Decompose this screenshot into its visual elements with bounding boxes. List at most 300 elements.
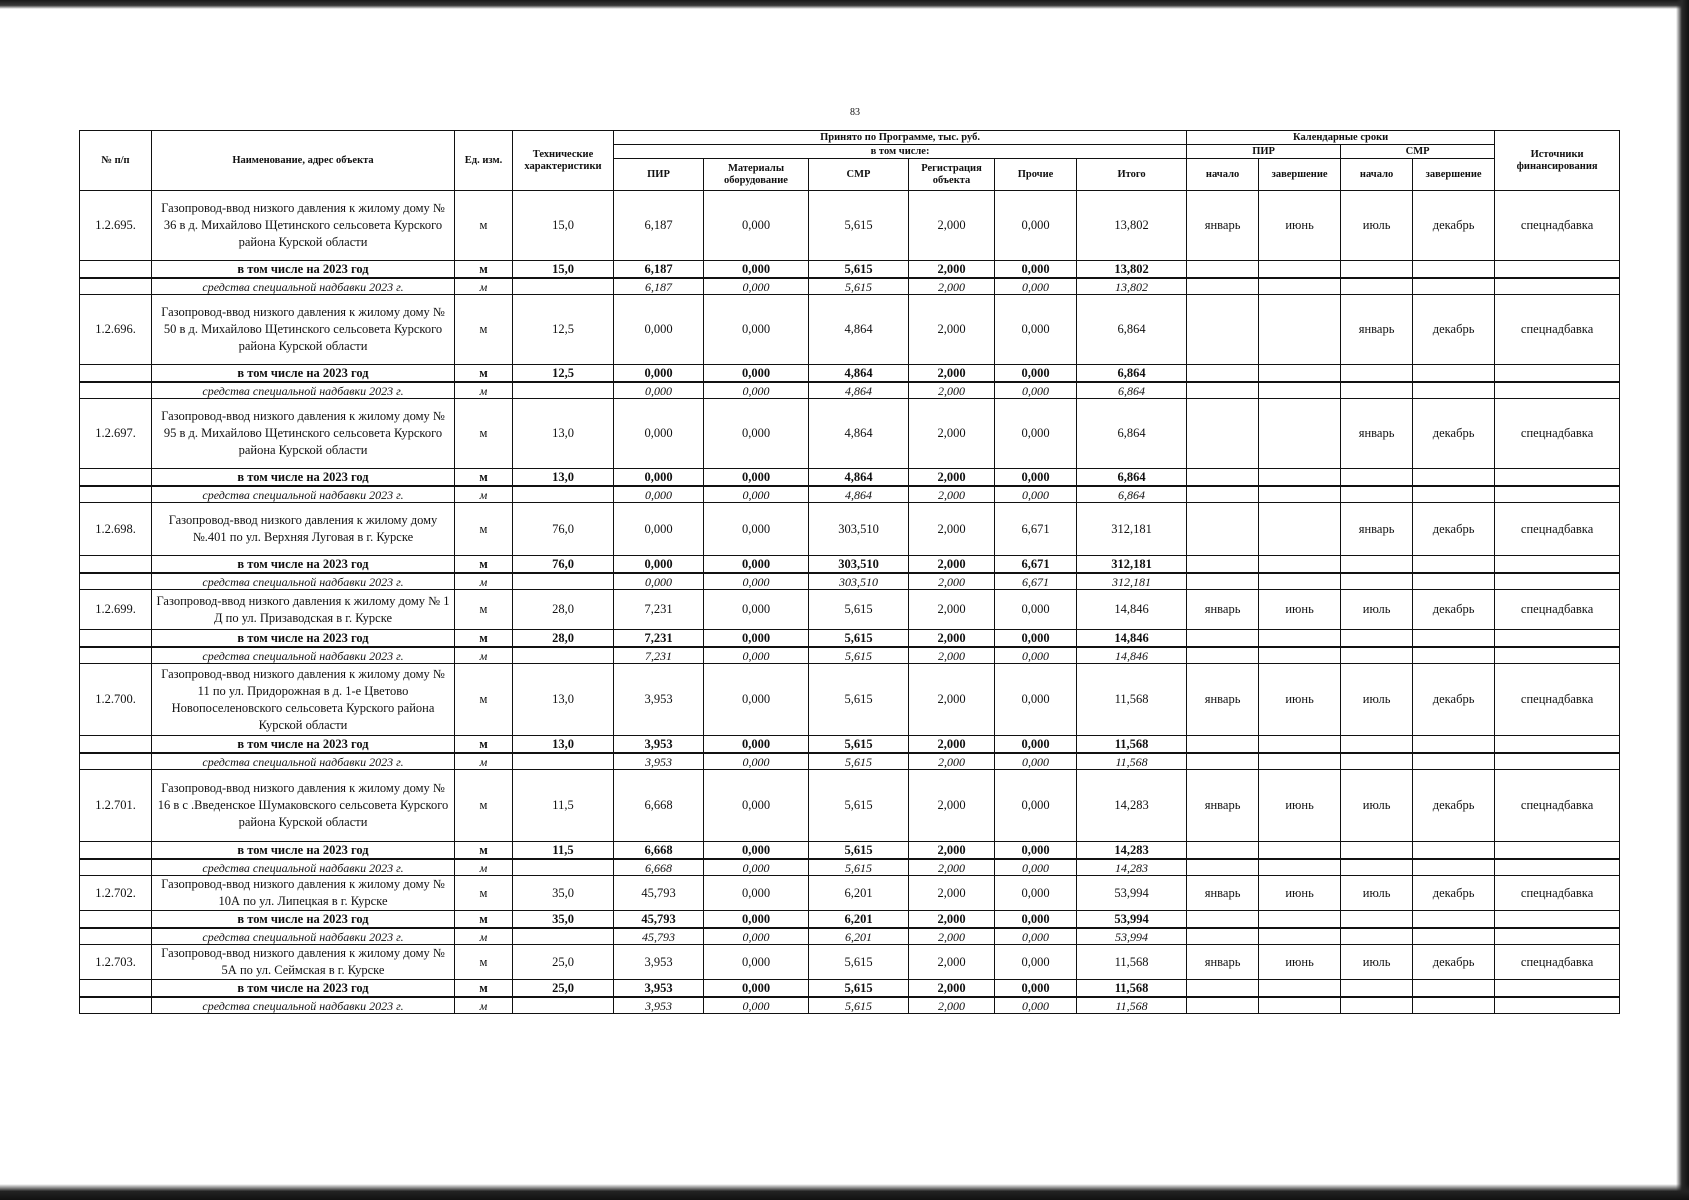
empty-cell [1259, 261, 1341, 279]
smr-start-cell: июль [1341, 876, 1413, 911]
other-cell: 6,671 [995, 573, 1077, 590]
other-cell: 0,000 [995, 647, 1077, 664]
empty-cell [1259, 469, 1341, 487]
empty-cell [1413, 911, 1495, 929]
tech-cell: 12,5 [513, 295, 614, 365]
tech-cell: 11,5 [513, 842, 614, 860]
table-row-year-subtotal [80, 630, 1620, 648]
empty-cell [1259, 556, 1341, 574]
subtotal-label: в том числе на 2023 год [152, 736, 455, 754]
pir-cell: 0,000 [614, 469, 704, 487]
header-cal-pir-group: ПИР [1187, 145, 1341, 159]
header-program-group: Принято по Программе, тыс. руб. [614, 131, 1187, 145]
table-row-special-funds [80, 573, 1620, 590]
materials-cell: 0,000 [704, 590, 809, 630]
smr-cell: 5,615 [809, 945, 909, 980]
empty-cell [1187, 573, 1259, 590]
smr-cell: 5,615 [809, 590, 909, 630]
materials-cell: 0,000 [704, 980, 809, 998]
tech-cell: 25,0 [513, 980, 614, 998]
header-other: Прочие [995, 159, 1077, 191]
pir-start-cell: январь [1187, 770, 1259, 842]
unit-cell: м [455, 842, 513, 860]
smr-cell: 5,615 [809, 859, 909, 876]
object-name: Газопровод-ввод низкого давления к жилому дому № 5А по ул. Сеймская в г. Курске [152, 945, 455, 980]
empty-cell [80, 630, 152, 648]
source-cell: спецнадбавка [1495, 295, 1620, 365]
pir-start-cell: январь [1187, 590, 1259, 630]
empty-cell [1341, 382, 1413, 399]
header-smr-end: завершение [1413, 159, 1495, 191]
empty-cell [1495, 842, 1620, 860]
smr-cell: 5,615 [809, 753, 909, 770]
pir-cell: 3,953 [614, 753, 704, 770]
materials-cell: 0,000 [704, 997, 809, 1014]
row-number: 1.2.699. [80, 590, 152, 630]
reg-cell: 2,000 [909, 928, 995, 945]
empty-cell [1413, 469, 1495, 487]
other-cell: 0,000 [995, 997, 1077, 1014]
total-cell: 13,802 [1077, 278, 1187, 295]
pir-end-cell: июнь [1259, 590, 1341, 630]
header-num: № п/п [80, 131, 152, 191]
materials-cell: 0,000 [704, 486, 809, 503]
pir-end-cell: июнь [1259, 664, 1341, 736]
materials-cell: 0,000 [704, 573, 809, 590]
row-number: 1.2.703. [80, 945, 152, 980]
empty-cell [1187, 647, 1259, 664]
total-cell: 312,181 [1077, 556, 1187, 574]
reg-cell: 2,000 [909, 486, 995, 503]
total-cell: 53,994 [1077, 876, 1187, 911]
table-row-year-subtotal [80, 980, 1620, 998]
empty-cell [1259, 980, 1341, 998]
header-pir-start: начало [1187, 159, 1259, 191]
total-cell: 6,864 [1077, 295, 1187, 365]
unit-cell: м [455, 573, 513, 590]
empty-cell [1495, 365, 1620, 383]
materials-cell: 0,000 [704, 736, 809, 754]
smr-cell: 5,615 [809, 770, 909, 842]
row-number: 1.2.700. [80, 664, 152, 736]
tech-cell: 35,0 [513, 876, 614, 911]
empty-cell [1259, 928, 1341, 945]
empty-cell [1259, 842, 1341, 860]
empty-cell [1259, 365, 1341, 383]
total-cell: 14,283 [1077, 859, 1187, 876]
reg-cell: 2,000 [909, 664, 995, 736]
reg-cell: 2,000 [909, 859, 995, 876]
subtotal-label: в том числе на 2023 год [152, 630, 455, 648]
empty-cell [1495, 859, 1620, 876]
other-cell: 0,000 [995, 191, 1077, 261]
materials-cell: 0,000 [704, 770, 809, 842]
empty-cell [513, 647, 614, 664]
pir-cell: 6,668 [614, 859, 704, 876]
other-cell: 0,000 [995, 469, 1077, 487]
materials-cell: 0,000 [704, 556, 809, 574]
subtotal-label: в том числе на 2023 год [152, 469, 455, 487]
other-cell: 0,000 [995, 382, 1077, 399]
reg-cell: 2,000 [909, 191, 995, 261]
empty-cell [1413, 278, 1495, 295]
empty-cell [1187, 486, 1259, 503]
empty-cell [1495, 278, 1620, 295]
smr-cell: 5,615 [809, 278, 909, 295]
total-cell: 6,864 [1077, 399, 1187, 469]
materials-cell: 0,000 [704, 647, 809, 664]
pir-cell: 0,000 [614, 486, 704, 503]
other-cell: 0,000 [995, 365, 1077, 383]
other-cell: 0,000 [995, 295, 1077, 365]
source-cell: спецнадбавка [1495, 191, 1620, 261]
source-cell: спецнадбавка [1495, 770, 1620, 842]
empty-cell [1259, 382, 1341, 399]
empty-cell [1341, 997, 1413, 1014]
smr-cell: 5,615 [809, 191, 909, 261]
pir-cell: 7,231 [614, 630, 704, 648]
header-materials: Материалы оборудование [704, 159, 809, 191]
pir-cell: 0,000 [614, 382, 704, 399]
table-row-special-funds [80, 486, 1620, 503]
empty-cell [1413, 556, 1495, 574]
header-smr-start: начало [1341, 159, 1413, 191]
row-number: 1.2.698. [80, 503, 152, 556]
tech-cell: 76,0 [513, 503, 614, 556]
empty-cell [1413, 647, 1495, 664]
empty-cell [1341, 842, 1413, 860]
smr-start-cell: июль [1341, 945, 1413, 980]
smr-start-cell: июль [1341, 590, 1413, 630]
empty-cell [1341, 365, 1413, 383]
table-row-year-subtotal [80, 736, 1620, 754]
pir-cell: 45,793 [614, 911, 704, 929]
table-row [80, 876, 1620, 911]
pir-cell: 6,187 [614, 191, 704, 261]
empty-cell [1413, 928, 1495, 945]
other-cell: 0,000 [995, 486, 1077, 503]
object-name: Газопровод-ввод низкого давления к жилому дому № 16 в с .Введенское Шумаковского сельсовета Курского района Курской области [152, 770, 455, 842]
tech-cell: 11,5 [513, 770, 614, 842]
smr-end-cell: декабрь [1413, 664, 1495, 736]
header-name: Наименование, адрес объекта [152, 131, 455, 191]
unit-cell: м [455, 630, 513, 648]
page-number: 83 [850, 107, 860, 118]
pir-end-cell: июнь [1259, 770, 1341, 842]
pir-cell: 0,000 [614, 573, 704, 590]
unit-cell: м [455, 382, 513, 399]
pir-end-cell: июнь [1259, 876, 1341, 911]
reg-cell: 2,000 [909, 647, 995, 664]
empty-cell [1495, 556, 1620, 574]
unit-cell: м [455, 191, 513, 261]
empty-cell [1187, 469, 1259, 487]
empty-cell [80, 573, 152, 590]
empty-cell [1187, 980, 1259, 998]
other-cell: 0,000 [995, 770, 1077, 842]
pir-start-cell: январь [1187, 945, 1259, 980]
tech-cell: 28,0 [513, 590, 614, 630]
header-registration: Регистрация объекта [909, 159, 995, 191]
reg-cell: 2,000 [909, 630, 995, 648]
empty-cell [1259, 278, 1341, 295]
tech-cell: 13,0 [513, 469, 614, 487]
other-cell: 0,000 [995, 911, 1077, 929]
table-row [80, 503, 1620, 556]
table-row-year-subtotal [80, 556, 1620, 574]
materials-cell: 0,000 [704, 382, 809, 399]
reg-cell: 2,000 [909, 295, 995, 365]
empty-cell [80, 278, 152, 295]
smr-cell: 4,864 [809, 295, 909, 365]
empty-cell [1187, 261, 1259, 279]
total-cell: 14,846 [1077, 630, 1187, 648]
tech-cell: 13,0 [513, 736, 614, 754]
source-cell: спецнадбавка [1495, 399, 1620, 469]
unit-cell: м [455, 590, 513, 630]
object-name: Газопровод-ввод низкого давления к жилому дому № 36 в д. Михайлово Щетинского сельсовета Курского района Курской области [152, 191, 455, 261]
empty-cell [1259, 911, 1341, 929]
reg-cell: 2,000 [909, 770, 995, 842]
other-cell: 0,000 [995, 928, 1077, 945]
header-tech: Технические характеристики [513, 131, 614, 191]
unit-cell: м [455, 736, 513, 754]
empty-cell [1187, 630, 1259, 648]
smr-cell: 303,510 [809, 573, 909, 590]
materials-cell: 0,000 [704, 945, 809, 980]
subtotal-label: в том числе на 2023 год [152, 556, 455, 574]
other-cell: 0,000 [995, 261, 1077, 279]
unit-cell: м [455, 469, 513, 487]
materials-cell: 0,000 [704, 876, 809, 911]
special-funds-label: средства специальной надбавки 2023 г. [152, 278, 455, 295]
unit-cell: м [455, 997, 513, 1014]
scan-edge-right [1676, 0, 1689, 1200]
tech-cell: 15,0 [513, 191, 614, 261]
empty-cell [1413, 261, 1495, 279]
unit-cell: м [455, 980, 513, 998]
empty-cell [513, 997, 614, 1014]
empty-cell [1341, 573, 1413, 590]
table-body [80, 191, 1620, 1014]
smr-end-cell: декабрь [1413, 399, 1495, 469]
reg-cell: 2,000 [909, 911, 995, 929]
pir-cell: 6,187 [614, 261, 704, 279]
tech-cell: 28,0 [513, 630, 614, 648]
source-cell: спецнадбавка [1495, 945, 1620, 980]
subtotal-label: в том числе на 2023 год [152, 261, 455, 279]
empty-cell [1187, 556, 1259, 574]
empty-cell [1187, 753, 1259, 770]
empty-cell [1495, 573, 1620, 590]
unit-cell: м [455, 753, 513, 770]
row-number: 1.2.695. [80, 191, 152, 261]
table-row-special-funds [80, 382, 1620, 399]
pir-cell: 0,000 [614, 295, 704, 365]
total-cell: 14,283 [1077, 770, 1187, 842]
table-row-special-funds [80, 753, 1620, 770]
empty-cell [1341, 556, 1413, 574]
empty-cell [80, 469, 152, 487]
empty-cell [1413, 382, 1495, 399]
empty-cell [80, 842, 152, 860]
header-unit: Ед. изм. [455, 131, 513, 191]
total-cell: 6,864 [1077, 365, 1187, 383]
smr-start-cell: январь [1341, 399, 1413, 469]
total-cell: 11,568 [1077, 664, 1187, 736]
empty-cell [513, 928, 614, 945]
empty-cell [1341, 486, 1413, 503]
special-funds-label: средства специальной надбавки 2023 г. [152, 382, 455, 399]
empty-cell [1413, 997, 1495, 1014]
unit-cell: м [455, 859, 513, 876]
pir-cell: 7,231 [614, 590, 704, 630]
pir-end-cell: июнь [1259, 945, 1341, 980]
pir-end-cell: июнь [1259, 191, 1341, 261]
total-cell: 312,181 [1077, 573, 1187, 590]
smr-cell: 4,864 [809, 382, 909, 399]
reg-cell: 2,000 [909, 278, 995, 295]
pir-start-cell [1187, 295, 1259, 365]
smr-cell: 5,615 [809, 736, 909, 754]
smr-cell: 4,864 [809, 365, 909, 383]
pir-start-cell [1187, 399, 1259, 469]
empty-cell [1187, 382, 1259, 399]
smr-end-cell: декабрь [1413, 945, 1495, 980]
source-cell: спецнадбавка [1495, 664, 1620, 736]
smr-start-cell: январь [1341, 295, 1413, 365]
smr-end-cell: декабрь [1413, 590, 1495, 630]
unit-cell: м [455, 503, 513, 556]
header-pir: ПИР [614, 159, 704, 191]
tech-cell: 35,0 [513, 911, 614, 929]
unit-cell: м [455, 261, 513, 279]
smr-end-cell: декабрь [1413, 503, 1495, 556]
empty-cell [80, 647, 152, 664]
reg-cell: 2,000 [909, 261, 995, 279]
other-cell: 6,671 [995, 503, 1077, 556]
subtotal-label: в том числе на 2023 год [152, 911, 455, 929]
special-funds-label: средства специальной надбавки 2023 г. [152, 997, 455, 1014]
other-cell: 0,000 [995, 630, 1077, 648]
total-cell: 14,846 [1077, 590, 1187, 630]
materials-cell: 0,000 [704, 469, 809, 487]
unit-cell: м [455, 295, 513, 365]
smr-cell: 5,615 [809, 842, 909, 860]
pir-cell: 45,793 [614, 928, 704, 945]
reg-cell: 2,000 [909, 842, 995, 860]
reg-cell: 2,000 [909, 469, 995, 487]
other-cell: 0,000 [995, 980, 1077, 998]
smr-cell: 303,510 [809, 503, 909, 556]
empty-cell [1187, 736, 1259, 754]
empty-cell [1259, 997, 1341, 1014]
materials-cell: 0,000 [704, 842, 809, 860]
empty-cell [1413, 980, 1495, 998]
total-cell: 13,802 [1077, 191, 1187, 261]
empty-cell [1341, 753, 1413, 770]
total-cell: 6,864 [1077, 486, 1187, 503]
materials-cell: 0,000 [704, 295, 809, 365]
object-name: Газопровод-ввод низкого давления к жилому дому № 10А по ул. Липецкая в г. Курске [152, 876, 455, 911]
table-row-year-subtotal [80, 911, 1620, 929]
empty-cell [1495, 382, 1620, 399]
pir-cell: 3,953 [614, 980, 704, 998]
table-row-special-funds [80, 997, 1620, 1014]
empty-cell [1495, 980, 1620, 998]
materials-cell: 0,000 [704, 191, 809, 261]
empty-cell [1187, 842, 1259, 860]
reg-cell: 2,000 [909, 590, 995, 630]
empty-cell [1495, 736, 1620, 754]
smr-cell: 4,864 [809, 486, 909, 503]
reg-cell: 2,000 [909, 503, 995, 556]
header-smr: СМР [809, 159, 909, 191]
total-cell: 13,802 [1077, 261, 1187, 279]
smr-start-cell: июль [1341, 664, 1413, 736]
reg-cell: 2,000 [909, 573, 995, 590]
empty-cell [80, 382, 152, 399]
empty-cell [1341, 469, 1413, 487]
empty-cell [80, 486, 152, 503]
header-sources: Источники финансирования [1495, 131, 1620, 191]
smr-end-cell: декабрь [1413, 295, 1495, 365]
empty-cell [1495, 647, 1620, 664]
empty-cell [1259, 647, 1341, 664]
total-cell: 312,181 [1077, 503, 1187, 556]
materials-cell: 0,000 [704, 911, 809, 929]
empty-cell [1341, 647, 1413, 664]
pir-end-cell [1259, 399, 1341, 469]
table-row-year-subtotal [80, 261, 1620, 279]
smr-cell: 5,615 [809, 664, 909, 736]
scan-edge-bottom [0, 1184, 1689, 1200]
pir-cell: 0,000 [614, 399, 704, 469]
smr-cell: 5,615 [809, 630, 909, 648]
header-including-group: в том числе: [614, 145, 1187, 159]
tech-cell: 13,0 [513, 399, 614, 469]
empty-cell [80, 736, 152, 754]
materials-cell: 0,000 [704, 630, 809, 648]
total-cell: 14,283 [1077, 842, 1187, 860]
total-cell: 11,568 [1077, 997, 1187, 1014]
table-row-special-funds [80, 278, 1620, 295]
row-number: 1.2.702. [80, 876, 152, 911]
other-cell: 0,000 [995, 399, 1077, 469]
pir-cell: 0,000 [614, 556, 704, 574]
special-funds-label: средства специальной надбавки 2023 г. [152, 486, 455, 503]
object-name: Газопровод-ввод низкого давления к жилому дому № 50 в д. Михайлово Щетинского сельсовета Курского района Курской области [152, 295, 455, 365]
header-total: Итого [1077, 159, 1187, 191]
empty-cell [1413, 486, 1495, 503]
empty-cell [1413, 573, 1495, 590]
unit-cell: м [455, 278, 513, 295]
empty-cell [1341, 630, 1413, 648]
smr-cell: 5,615 [809, 647, 909, 664]
total-cell: 11,568 [1077, 945, 1187, 980]
table-row [80, 399, 1620, 469]
subtotal-label: в том числе на 2023 год [152, 365, 455, 383]
empty-cell [80, 928, 152, 945]
unit-cell: м [455, 556, 513, 574]
empty-cell [80, 859, 152, 876]
empty-cell [1495, 928, 1620, 945]
empty-cell [1341, 859, 1413, 876]
reg-cell: 2,000 [909, 980, 995, 998]
header-pir-end: завершение [1259, 159, 1341, 191]
pir-cell: 7,231 [614, 647, 704, 664]
empty-cell [1413, 753, 1495, 770]
